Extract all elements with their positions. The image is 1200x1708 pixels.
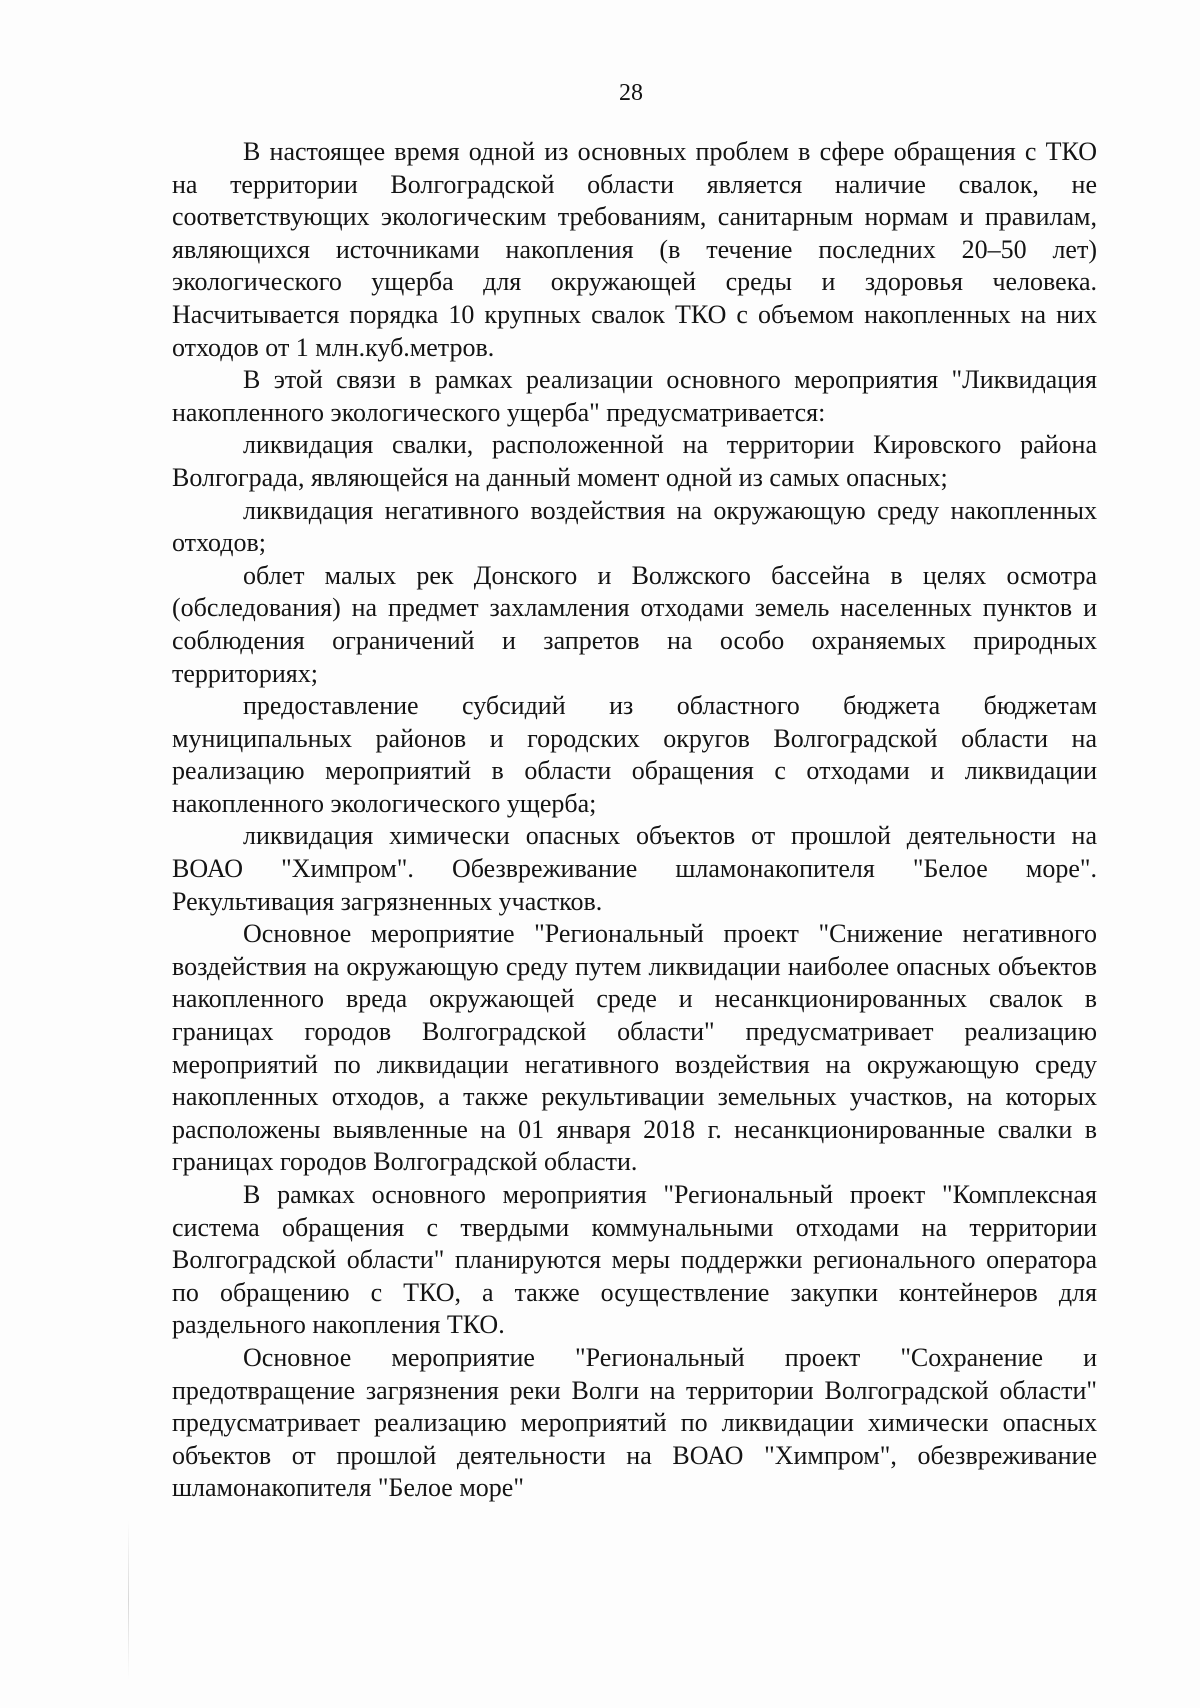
paragraph-7: ликвидация химически опасных объектов от прошлой деятельности на ВОАО "Химпром". Обезвреживание шламонакопителя "Белое море". Рекультивация загрязненных участков. [172, 821, 1097, 916]
scan-margin-mark [128, 1520, 129, 1680]
paragraph-3: ликвидация свалки, расположенной на территории Кировского района Волгограда, являющейся на данный момент одной из самых опасных; [172, 430, 1097, 492]
page-number: 28 [619, 80, 643, 106]
paragraph-6: предоставление субсидий из областного бюджета бюджетам муниципальных районов и городских округов Волгоградской области на реализацию мероприятий в области обращения с отходами и ликвидации накопленного экологического ущерба; [172, 691, 1097, 818]
paragraph-2: В этой связи в рамках реализации основного мероприятия "Ликвидация накопленного экологического ущерба" предусматривается: [172, 365, 1097, 427]
paragraph-10: Основное мероприятие "Региональный проект "Сохранение и предотвращение загрязнения реки Волги на территории Волгоградской области" предусматривает реализацию мероприятий по ликвидации химически опасных объектов от прошлой деятельности на ВОАО "Химпром", обезвреживание шламонакопителя "Белое море" [172, 1342, 1097, 1503]
paragraph-9: В рамках основного мероприятия "Региональный проект "Комплексная система обращения с твердыми коммунальными отходами на территории Волгоградской области" планируются меры поддержки регионального оператора по обращению с ТКО, а также осуществление закупки контейнеров для раздельного накопления ТКО. [172, 1180, 1097, 1340]
document-body [172, 136, 1097, 1505]
paragraph-4: ликвидация негативного воздействия на окружающую среду накопленных отходов; [172, 495, 1097, 558]
paragraph-5: облет малых рек Донского и Волжского бассейна в целях осмотра (обследования) на предмет захламления отходами земель населенных пунктов и соблюдения ограничений и запретов на особо охраняемых природных территориях; [172, 560, 1097, 688]
paragraph-8: Основное мероприятие "Региональный проект "Снижение негативного воздействия на окружающую среду путем ликвидации наиболее опасных объектов накопленного вреда окружающей среде и несанкционированных свалок в границах городов Волгоградской области" предусматривает реализацию мероприятий по ликвидации негативного воздействия на окружающую среду накопленных отходов, а также рекультивации земельных участков, на которых расположены выявленные на 01 января 2018 г. несанкционированные свалки в границах городов Волгоградской области. [172, 919, 1097, 1177]
paragraph-1: В настоящее время одной из основных проблем в сфере обращения с ТКО на территории Волгоградской области является наличие свалок, не соответствующих экологическим требованиям, санитарным нормам и правилам, являющихся источниками накопления (в течение последних 20–50 лет) экологического ущерба для окружающей среды и здоровья человека. Насчитывается порядка 10 крупных свалок ТКО с объемом накопленных на них отходов от 1 млн.куб.метров. [172, 137, 1097, 362]
